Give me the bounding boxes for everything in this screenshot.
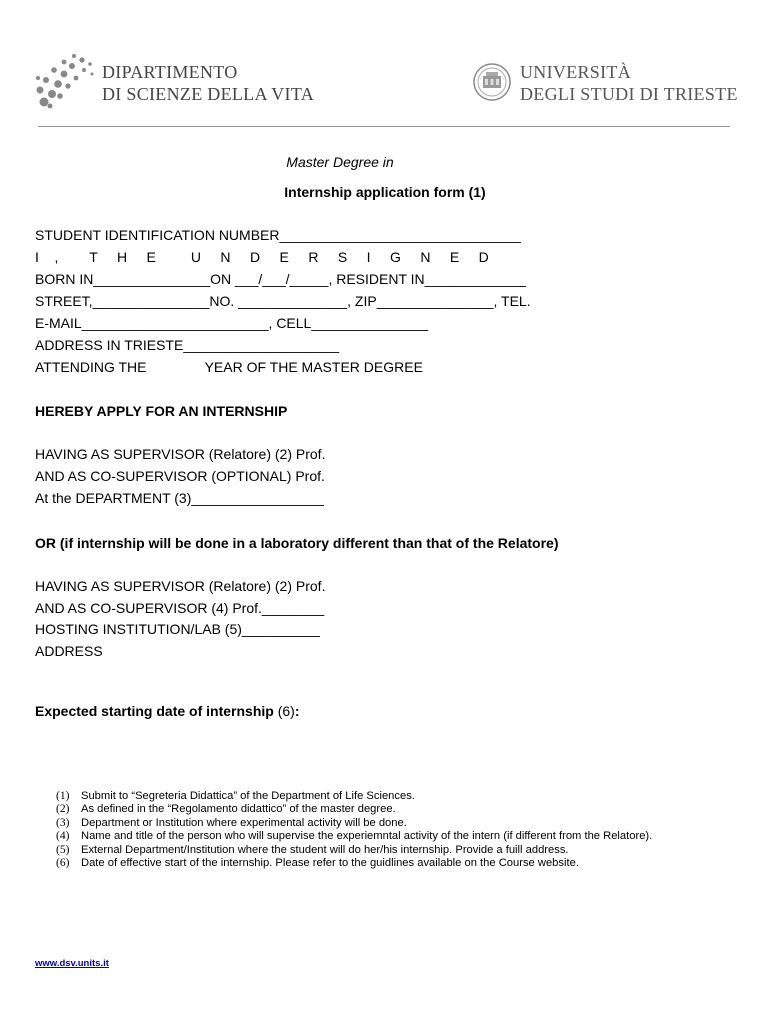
university-name-line2: DEGLI STUDI DI TRIESTE — [520, 84, 738, 104]
cosupervisor-field[interactable]: AND AS CO-SUPERVISOR (OPTIONAL) Prof. — [35, 468, 325, 484]
attending-year-field[interactable]: ATTENDING THE YEAR OF THE MASTER DEGREE — [35, 359, 423, 375]
footnote-text: Date of effective start of the internship. Please refer to the guidlines available on the Course website. — [81, 857, 579, 870]
university-name-line1: UNIVERSITÀ — [520, 62, 631, 82]
footnote-text: External Department/Institution where the student will do her/his internship. Provide a fuill address. — [81, 843, 569, 856]
expected-start-note-ref: (6) — [273, 703, 295, 719]
footnote-number: (3) — [56, 816, 70, 829]
department-field[interactable]: At the DEPARTMENT (3)_________________ — [35, 490, 324, 506]
footnote-text: Department or Institution where experimental activity will be done. — [81, 816, 407, 829]
website-link[interactable]: www.dsv.units.it — [35, 958, 109, 969]
student-id-field[interactable]: STUDENT IDENTIFICATION NUMBER_______________________________ — [35, 227, 521, 243]
footnote-number: (2) — [56, 803, 70, 816]
footnote-number: (6) — [56, 857, 70, 870]
alternative-heading: OR (if internship will be done in a laboratory different than that of the Relatore) — [35, 535, 559, 551]
footnote-item — [56, 790, 706, 803]
undersigned-line: I , T H E U N D E R S I G N E D — [35, 249, 489, 265]
expected-start-label: Expected starting date of internship — [35, 703, 274, 719]
footnote-number: (5) — [56, 843, 70, 856]
university-logo — [472, 60, 742, 110]
alt-cosupervisor-field[interactable]: AND AS CO-SUPERVISOR (4) Prof.________ — [35, 600, 325, 616]
department-name-line1: DIPARTIMENTO — [102, 62, 238, 82]
university-seal-icon — [472, 62, 512, 102]
form-title: Internship application form (1) — [284, 184, 486, 200]
birth-residence-field[interactable]: BORN IN_______________ON ___/___/_____, RESIDENT IN_____________ — [35, 271, 526, 287]
form-subtitle: Master Degree in — [286, 154, 394, 170]
street-address-field[interactable]: STREET,_______________NO. ______________, ZIP_______________, TEL. — [35, 293, 531, 309]
trieste-address-field[interactable]: ADDRESS IN TRIESTE____________________ — [35, 337, 340, 353]
email-cell-field[interactable]: E-MAIL________________________, CELL_______________ — [35, 315, 429, 331]
footnote-item — [56, 817, 706, 830]
apply-heading: HEREBY APPLY FOR AN INTERNSHIP — [35, 403, 288, 419]
hosting-address-field[interactable]: ADDRESS — [35, 643, 103, 659]
letterhead — [0, 0, 770, 130]
header-divider — [38, 126, 730, 127]
footnote-item — [56, 844, 706, 857]
department-logo — [34, 50, 314, 114]
footnote-item — [56, 803, 706, 816]
footnote-item — [56, 830, 706, 843]
footnotes — [56, 790, 706, 870]
footnote-number: (1) — [56, 790, 70, 802]
footnote-number: (4) — [56, 830, 70, 843]
footnote-text: Submit to “Segreteria Didattica” of the Department of Life Sciences. — [81, 790, 415, 802]
footnote-text: Name and title of the person who will supervise the experiemntal activity of the intern (if different from the Relatore). — [81, 830, 653, 843]
supervisor-field[interactable]: HAVING AS SUPERVISOR (Relatore) (2) Prof. — [35, 446, 326, 462]
dots-logo-icon — [34, 50, 98, 114]
hosting-institution-field[interactable]: HOSTING INSTITUTION/LAB (5)__________ — [35, 621, 320, 637]
department-name-line2: DI SCIENZE DELLA VITA — [102, 84, 314, 104]
footnote-item — [56, 857, 706, 870]
alt-supervisor-field[interactable]: HAVING AS SUPERVISOR (Relatore) (2) Prof. — [35, 578, 326, 594]
footnote-text: As defined in the “Regolamento didattico” of the master degree. — [81, 803, 396, 816]
expected-start-colon: : — [294, 703, 300, 719]
expected-start-field[interactable] — [35, 703, 300, 719]
